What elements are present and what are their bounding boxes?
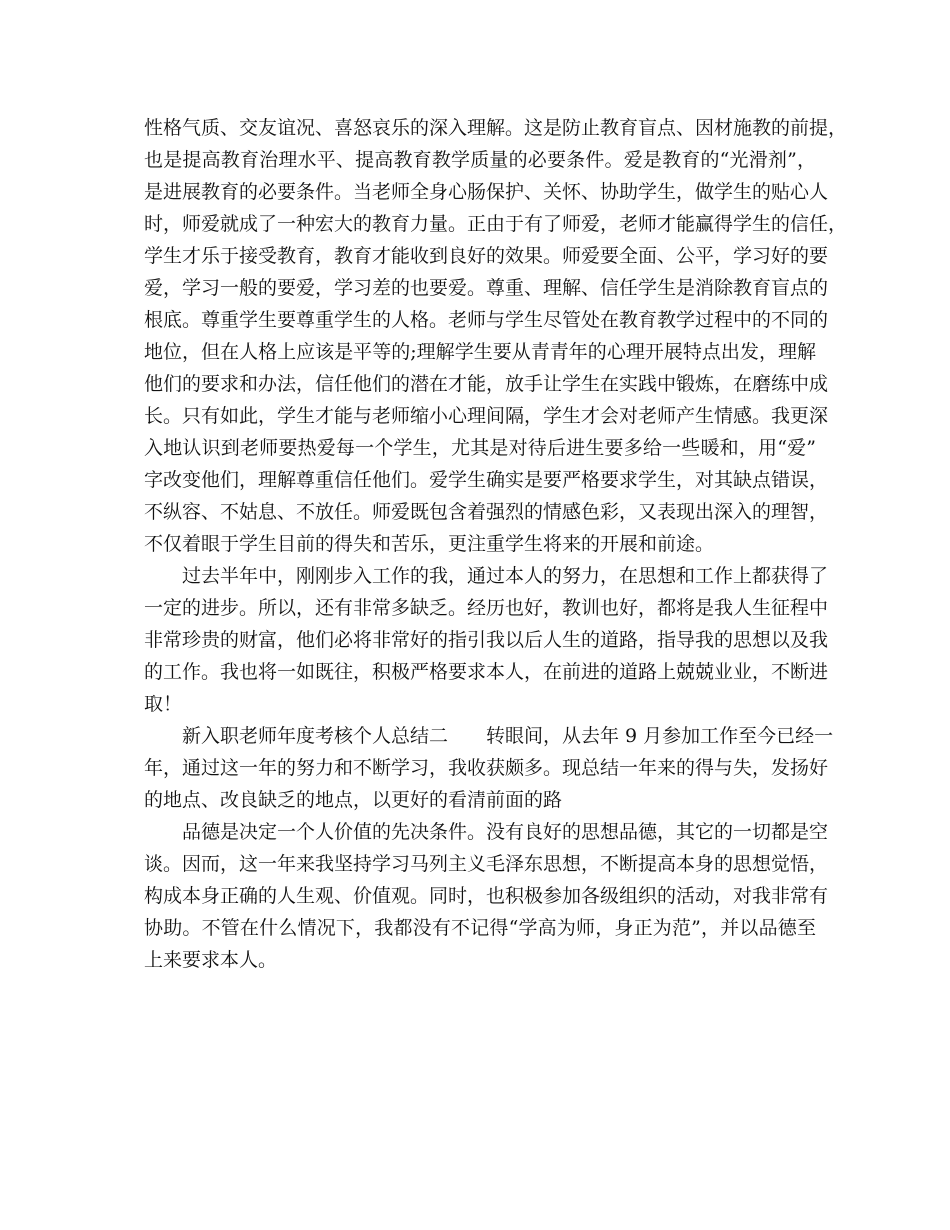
text-line: 一定的进步。所以，还有非常多缺乏。经历也好，教训也好，都将是我人生征程中	[144, 597, 829, 619]
text-line: 是进展教育的必要条件。当老师全身心肠保护、关怀、协助学生，做学生的贴心人	[144, 181, 829, 203]
text-line: 协助。不管在什么情况下，我都没有不记得“学高为师，身正为范”，并以品德至	[144, 917, 816, 939]
text-line: 爱，学习一般的要爱，学习差的也要爱。尊重、理解、信任学生是消除教育盲点的	[144, 277, 829, 299]
text-line: 性格气质、交友谊况、喜怒哀乐的深入理解。这是防止教育盲点、因材施教的前提，	[144, 117, 848, 139]
text-line: 取！	[144, 693, 183, 715]
text-line: 也是提高教育治理水平、提高教育教学质量的必要条件。爱是教育的“光滑剂”，	[144, 149, 816, 171]
text-line: 时，师爱就成了一种宏大的教育力量。正由于有了师爱，老师才能赢得学生的信任，	[144, 213, 848, 235]
text-line: 不仅着眼于学生目前的得失和苦乐，更注重学生将来的开展和前途。	[144, 533, 715, 555]
text-line: 他们的要求和办法，信任他们的潜在才能，放手让学生在实践中锻炼，在磨练中成	[144, 373, 829, 395]
text-line: 的工作。我也将一如既往，积极严格要求本人，在前进的道路上兢兢业业，不断进	[144, 661, 829, 683]
text-line: 构成本身正确的人生观、价值观。同时，也积极参加各级组织的活动，对我非常有	[144, 885, 829, 907]
text-line: 品德是决定一个人价值的先决条件。没有良好的思想品德，其它的一切都是空	[182, 821, 829, 843]
text-line: 学生才乐于接受教育，教育才能收到良好的效果。师爱要全面、公平，学习好的要	[144, 245, 829, 267]
text-line: 入地认识到老师要热爱每一个学生，尤其是对待后进生要多给一些暖和，用“爱”	[144, 437, 816, 459]
text-line: 不纵容、不姑息、不放任。师爱既包含着强烈的情感色彩，又表现出深入的理智，	[144, 501, 829, 523]
text-line: 谈。因而，这一年来我坚持学习马列主义毛泽东思想，不断提高本身的思想觉悟，	[144, 853, 829, 875]
text-line: 地位，但在人格上应该是平等的;理解学生要从青青年的心理开展特点出发，理解	[144, 341, 816, 363]
text-line: 的地点、改良缺乏的地点，以更好的看清前面的路	[144, 789, 563, 811]
text-line: 新入职老师年度考核个人总结二 转眼间，从去年 9 月参加工作至今已经一	[182, 725, 834, 747]
text-line: 非常珍贵的财富，他们必将非常好的指引我以后人生的道路，指导我的思想以及我	[144, 629, 829, 651]
text-line: 字改变他们，理解尊重信任他们。爱学生确实是要严格要求学生，对其缺点错误，	[144, 469, 829, 491]
text-line: 年，通过这一年的努力和不断学习，我收获颇多。现总结一年来的得与失，发扬好	[144, 757, 829, 779]
text-line: 上来要求本人。	[144, 949, 278, 971]
text-line: 长。只有如此，学生才能与老师缩小心理间隔，学生才会对老师产生情感。我更深	[144, 405, 829, 427]
text-line: 过去半年中，刚刚步入工作的我，通过本人的努力，在思想和工作上都获得了	[182, 565, 829, 587]
text-line: 根底。尊重学生要尊重学生的人格。老师与学生尽管处在教育教学过程中的不同的	[144, 309, 829, 331]
